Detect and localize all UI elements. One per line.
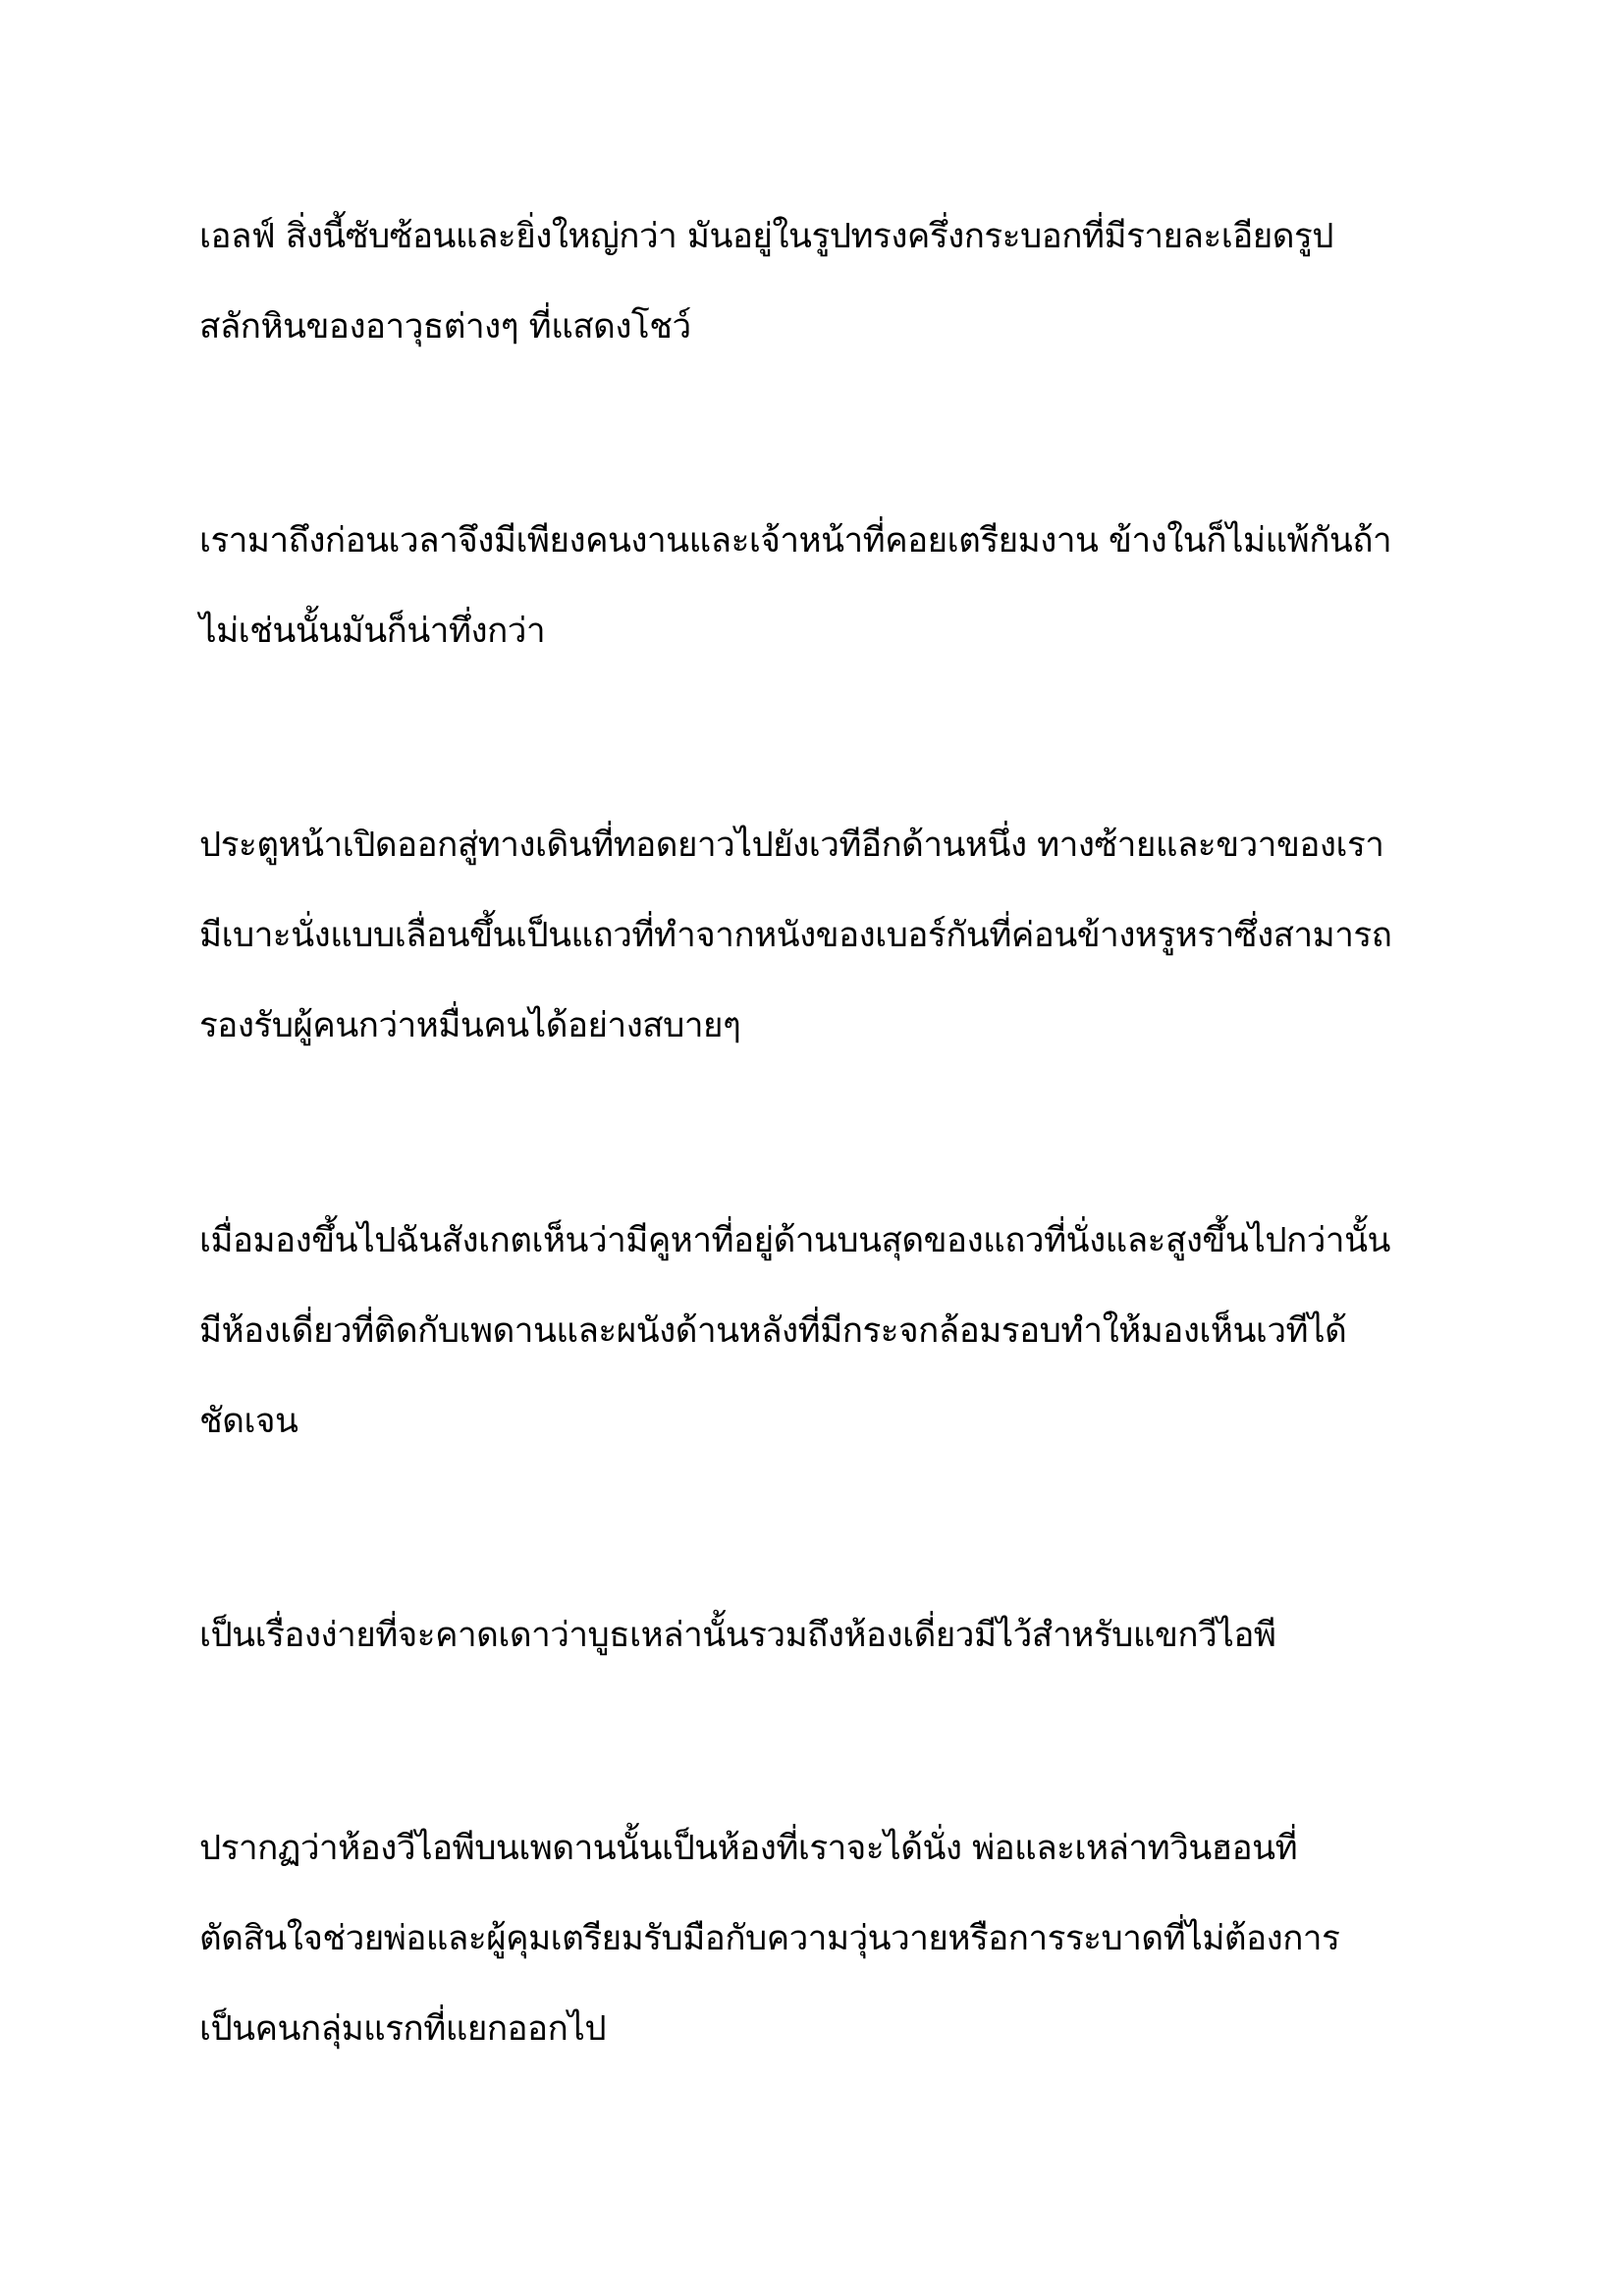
text-line: ปรากฏว่าห้องวีไอพีบนเพดานนั้นเป็นห้องที่เราจะได้นั่ง พ่อและเหล่าทวินฮอนที่	[199, 1829, 1298, 1868]
text-line: ไม่เช่นนั้นมันก็น่าทึ่งกว่า	[199, 612, 546, 651]
text-line: เมื่อมองขึ้นไปฉันสังเกตเห็นว่ามีคูหาที่อยู่ด้านบนสุดของแถวที่นั่งและสูงขึ้นไปกว่านั้น	[199, 1221, 1390, 1260]
text-line: เป็นคนกลุ่มแรกที่แยกออกไป	[199, 2009, 607, 2049]
text-line: ตัดสินใจช่วยพ่อและผู้คุมเตรียมรับมือกับความวุ่นวายหรือการระบาดที่ไม่ต้องการ	[199, 1919, 1340, 1958]
text-line: ชัดเจน	[199, 1402, 298, 1441]
paragraph-1	[199, 191, 1456, 372]
text-line: ประตูหน้าเปิดออกสู่ทางเดินที่ทอดยาวไปยังเวทีอีกด้านหนึ่ง ทางซ้ายและขวาของเรา	[199, 826, 1384, 865]
paragraph-4	[199, 1196, 1456, 1467]
text-line: เอลฟ์ สิ่งนี้ซับซ้อนและยิ่งใหญ่กว่า มันอยู่ในรูปทรงครึ่งกระบอกที่มีรายละเอียดรูป	[199, 217, 1334, 256]
text-line: มีห้องเดี่ยวที่ติดกับเพดานและผนังด้านหลังที่มีกระจกล้อมรอบทำให้มองเห็นเวทีได้	[199, 1311, 1347, 1351]
text-line: รองรับผู้คนกว่าหมื่นคนได้อย่างสบายๆ	[199, 1006, 741, 1045]
text-line: เป็นเรื่องง่ายที่จะคาดเดาว่าบูธเหล่านั้นรวมถึงห้องเดี่ยวมีไว้สำหรับแขกวีไอพี	[199, 1616, 1276, 1655]
text-line: เรามาถึงก่อนเวลาจึงมีเพียงคนงานและเจ้าหน้าที่คอยเตรียมงาน ข้างในก็ไม่แพ้กันถ้า	[199, 521, 1392, 561]
paragraph-6	[199, 1803, 1456, 2074]
text-line: สลักหินของอาวุธต่างๆ ที่แสดงโชว์	[199, 307, 691, 347]
text-line: มีเบาะนั่งแบบเลื่อนขึ้นเป็นแถวที่ทำจากหนังของเบอร์กันที่ค่อนข้างหรูหราซึ่งสามารถ	[199, 916, 1392, 955]
paragraph-3	[199, 800, 1456, 1071]
paragraph-5	[199, 1590, 1456, 1681]
paragraph-2	[199, 496, 1456, 676]
